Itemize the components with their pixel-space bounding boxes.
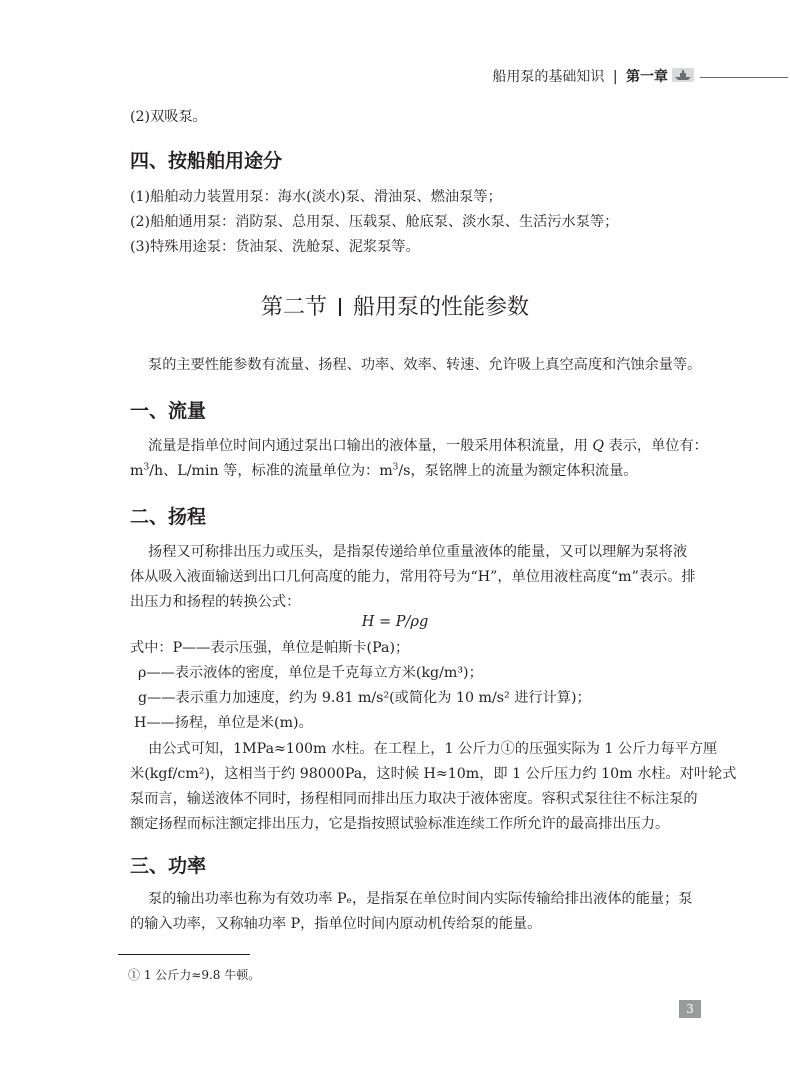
heading-power: 三、功率 (130, 855, 207, 877)
calc-line-4: 额定扬程而标注额定排出压力，它是指按照试验标准连续工作所允许的最高排出压力。 (130, 816, 670, 832)
header-chapter: 第一章 (626, 69, 668, 85)
head-line-1: 扬程又可称排出压力或压头，是指泵传递给单位重量液体的能量，又可以理解为泵将液 (148, 544, 688, 560)
use-item-3: (3)特殊用途泵：货油泵、洗舱泵、泥浆泵等。 (130, 239, 420, 255)
use-item-1: (1)船舶动力装置用泵：海水(淡水)泵、滑油泵、燃油泵等； (130, 189, 502, 205)
calc-line-1: 由公式可知，1MPa≈100m 水柱。在工程上，1 公斤力①的压强实际为 1 公斤力每平方厘 (148, 741, 718, 757)
section-title (0, 290, 790, 321)
formula: H = P/ρg (361, 614, 429, 630)
page-number: 3 (679, 1000, 701, 1018)
section-number: 第二节 (260, 295, 327, 320)
double-suction-line: (2)双吸泵。 (130, 109, 207, 125)
flow-line-1-text-a: 流量是指单位时间内通过泵出口输出的液体量，一般采用体积流量，用 (148, 438, 588, 454)
header-rule (700, 77, 788, 78)
heading-head: 二、扬程 (130, 506, 207, 528)
use-item-2: (2)船舶通用泵：消防泵、总用泵、压载泵、舱底泵、淡水泵、生活污水泵等； (130, 214, 619, 230)
ship-icon (672, 68, 694, 82)
calc-line-2: 米(kgf/cm²)，这相当于约 98000Pa，这时候 H≈10m，即 1 公斤压力约 10m 水柱。对叶轮式 (130, 766, 737, 782)
flow-exp-2: 3 (392, 462, 399, 473)
flow-line-2 (130, 461, 637, 481)
head-line-2: 体从吸入液面输送到出口几何高度的能力，常用符号为“H”，单位用液柱高度“m”表示。排 (130, 569, 696, 585)
footnote-rule (118, 954, 250, 955)
footnote: ① 1 公斤力≈9.8 牛顿。 (128, 968, 261, 982)
header-text (492, 66, 668, 86)
running-header (0, 62, 790, 92)
flow-variable-q: Q (592, 438, 604, 454)
where-rho: ρ——表示液体的密度，单位是千克每立方米(kg/m³)； (138, 665, 483, 681)
calc-line-3: 泵而言，输送液体不同时，扬程相同而排出压力取决于液体密度。容积式泵往往不标注泵的 (130, 791, 698, 807)
flow-line-1-text-b: 表示，单位有： (608, 438, 708, 454)
power-line-2: 的输入功率，又称轴功率 P，指单位时间内原动机传给泵的能量。 (130, 916, 542, 932)
flow-exp-1: 3 (143, 462, 150, 473)
power-line-1: 泵的输出功率也称为有效功率 Pₑ，是指泵在单位时间内实际传输给排出液体的能量；泵 (148, 891, 693, 907)
heading-ship-use: 四、按船舶用途分 (130, 150, 283, 172)
intro-paragraph: 泵的主要性能参数有流量、扬程、功率、效率、转速、允许吸上真空高度和汽蚀余量等。 (148, 357, 702, 373)
flow-unit-m: m (130, 463, 144, 479)
where-p: 式中：P——表示压强，单位是帕斯卡(Pa)； (130, 640, 410, 656)
section-title-divider (339, 298, 341, 316)
flow-line-2-text-b: /s，泵铭牌上的流量为额定体积流量。 (398, 463, 638, 479)
head-line-3: 出压力和扬程的转换公式： (130, 594, 301, 610)
flow-line-2-text-a: /h、L/min 等，标准的流量单位为：m (149, 463, 393, 479)
where-g: g——表示重力加速度，约为 9.81 m/s²(或简化为 10 m/s² 进行计算)； (138, 690, 591, 706)
section-name: 船用泵的性能参数 (353, 295, 530, 320)
header-separator: | (612, 69, 618, 85)
flow-line-1 (148, 436, 708, 456)
where-h: H——扬程，单位是米(m)。 (134, 715, 313, 731)
heading-flow: 一、流量 (130, 400, 207, 422)
header-book-title: 船用泵的基础知识 (492, 69, 605, 85)
